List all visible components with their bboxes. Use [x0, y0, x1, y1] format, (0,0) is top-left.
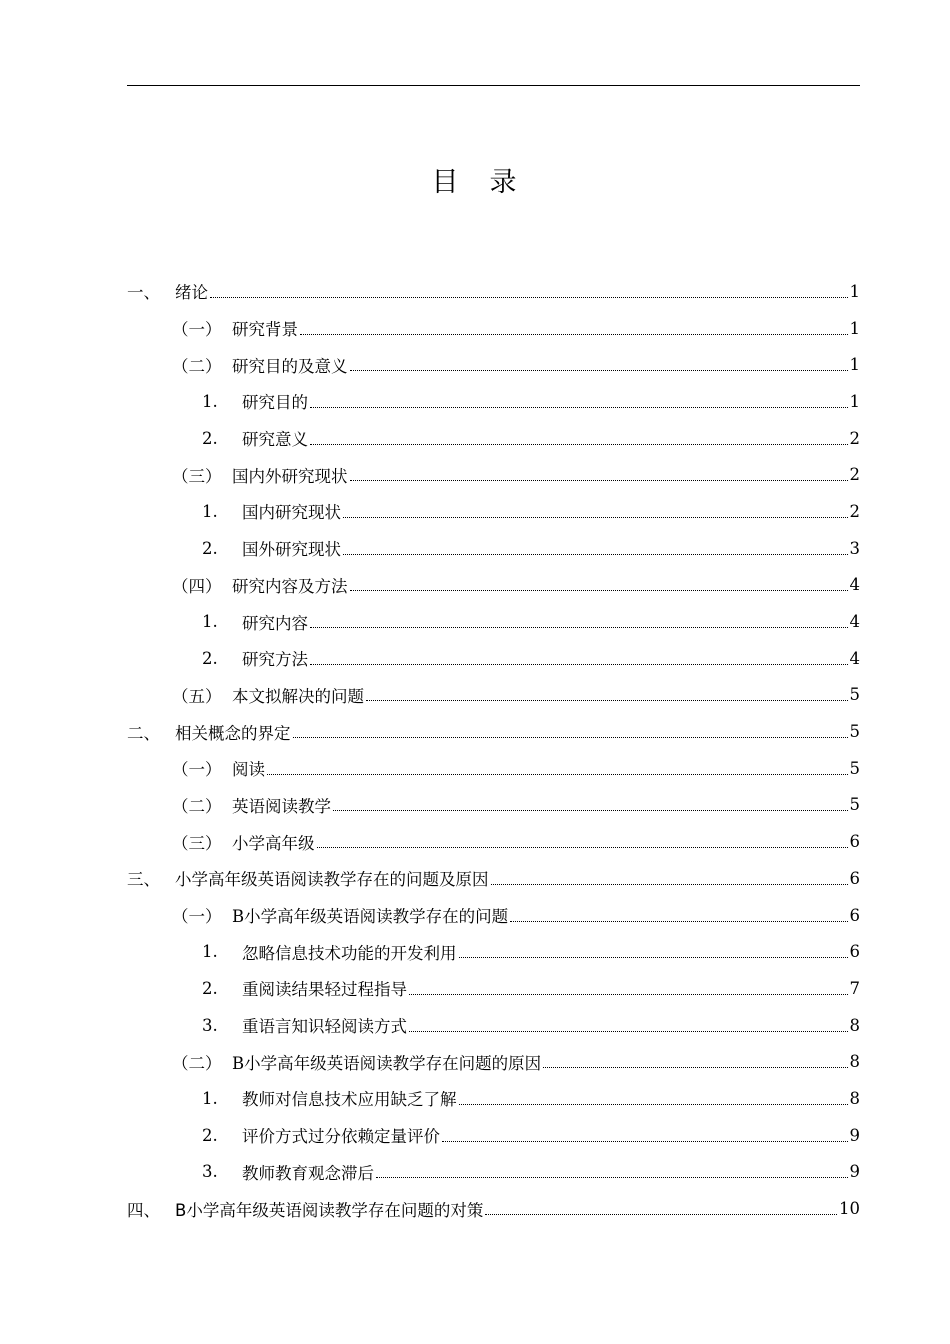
toc-entry-label: 评价方式过分依赖定量评价 [242, 1127, 440, 1147]
toc-entry-label: 绪论 [175, 283, 208, 303]
dot-leader [333, 810, 848, 811]
toc-entry-label: 研究内容 [242, 613, 308, 633]
toc-entry[interactable] [127, 420, 860, 457]
dot-leader [491, 884, 848, 885]
toc-entry-label: 研究意义 [242, 430, 308, 450]
dot-leader [510, 921, 847, 922]
dot-leader [210, 297, 848, 298]
dot-leader [459, 957, 848, 958]
toc-entry-page: 4 [849, 575, 860, 595]
dot-leader [409, 1031, 848, 1032]
toc-entry[interactable] [127, 273, 860, 310]
toc-entry-page: 1 [849, 391, 860, 411]
toc-entry[interactable] [127, 713, 860, 750]
toc-entry-number: 1. [202, 942, 218, 962]
toc-entry[interactable] [127, 860, 860, 897]
dot-leader [343, 554, 848, 555]
toc-entry[interactable] [127, 1080, 860, 1117]
toc-entry-number: 2. [202, 648, 218, 668]
toc-entry-label: 教师教育观念滞后 [242, 1163, 374, 1183]
toc-entry-page: 8 [849, 1088, 860, 1108]
toc-entry-number: （一） [172, 320, 222, 340]
toc-entry-number: （五） [172, 686, 222, 706]
dot-leader [366, 700, 848, 701]
toc-entry-label: B小学高年级英语阅读教学存在的问题 [232, 907, 509, 927]
toc-entry-number: （二） [172, 1053, 222, 1073]
dot-leader [543, 1067, 847, 1068]
toc-entry-label: 国内研究现状 [242, 503, 341, 523]
toc-entry-page: 7 [849, 978, 860, 998]
toc-entry[interactable] [127, 640, 860, 677]
toc-entry-page: 1 [849, 318, 860, 338]
toc-entry-label: 相关概念的界定 [175, 723, 291, 743]
dot-leader [459, 1104, 848, 1105]
toc-entry-page: 2 [849, 465, 860, 485]
dot-leader [293, 737, 848, 738]
toc-entry[interactable] [127, 787, 860, 824]
dot-leader [310, 407, 848, 408]
toc-entry-number: （一） [172, 760, 222, 780]
dot-leader [317, 847, 848, 848]
toc-entry[interactable] [127, 750, 860, 787]
toc-entry-label: 本文拟解决的问题 [232, 686, 364, 706]
toc-entry-page: 5 [849, 722, 860, 742]
toc-entry[interactable] [127, 677, 860, 714]
toc-entry-number: 1. [202, 391, 218, 411]
toc-entry[interactable] [127, 567, 860, 604]
toc-entry-label: B小学高年级英语阅读教学存在问题的原因 [232, 1053, 542, 1073]
toc-entry-number: 1. [202, 612, 218, 632]
dot-leader [310, 664, 848, 665]
toc-entry-label: 研究方法 [242, 650, 308, 670]
toc-entry-page: 6 [849, 942, 860, 962]
toc-entry-page: 6 [849, 832, 860, 852]
toc-entry-page: 4 [849, 648, 860, 668]
toc-entry-number: 四、 [127, 1200, 160, 1220]
toc-entry-number: 2. [202, 428, 218, 448]
toc-entry-page: 9 [849, 1125, 860, 1145]
toc-entry[interactable] [127, 456, 860, 493]
toc-entry-label: 英语阅读教学 [232, 796, 331, 816]
toc-entry-number: 3. [202, 1015, 218, 1035]
dot-leader [343, 517, 848, 518]
toc-entry-page: 6 [849, 868, 860, 888]
toc-entry[interactable] [127, 530, 860, 567]
toc-entry-label: 国外研究现状 [242, 540, 341, 560]
toc-entry-page: 2 [849, 428, 860, 448]
toc-entry[interactable] [127, 1190, 860, 1227]
toc-entry-number: 2. [202, 1125, 218, 1145]
toc-entry-number: 3. [202, 1162, 218, 1182]
toc-entry-page: 8 [849, 1015, 860, 1035]
toc-entry-number: 1. [202, 501, 218, 521]
toc-entry-number: 一、 [127, 283, 160, 303]
toc-entry[interactable] [127, 933, 860, 970]
dot-leader [485, 1214, 837, 1215]
toc-entry-number: 三、 [127, 870, 160, 890]
page-title: 目 录 [431, 167, 519, 198]
toc-entry-number: （三） [172, 466, 222, 486]
toc-entry-number: 1. [202, 1088, 218, 1108]
toc-entry-page: 6 [849, 905, 860, 925]
dot-leader [300, 334, 848, 335]
toc-entry-number: （四） [172, 576, 222, 596]
toc-entry-label: 小学高年级 [232, 833, 315, 853]
toc-entry-page: 5 [849, 795, 860, 815]
toc-entry-number: （三） [172, 833, 222, 853]
toc-entry-page: 10 [839, 1199, 860, 1219]
dot-leader [350, 480, 848, 481]
dot-leader [350, 590, 848, 591]
toc-entry-label: B小学高年级英语阅读教学存在问题的对策 [175, 1200, 484, 1220]
toc-entry-label: 重语言知识轻阅读方式 [242, 1017, 407, 1037]
toc-entry-label: 小学高年级英语阅读教学存在的问题及原因 [175, 870, 489, 890]
toc-entry[interactable] [127, 1007, 860, 1044]
toc-entry-page: 3 [849, 538, 860, 558]
toc-entry[interactable] [127, 970, 860, 1007]
toc-entry[interactable] [127, 1117, 860, 1154]
toc-entry-label: 研究内容及方法 [232, 576, 348, 596]
toc-entry-label: 研究目的及意义 [232, 356, 348, 376]
toc-entry-number: 2. [202, 978, 218, 998]
toc-entry-page: 9 [849, 1162, 860, 1182]
dot-leader [409, 994, 848, 995]
dot-leader [442, 1141, 848, 1142]
toc-entry-number: （二） [172, 356, 222, 376]
toc-entry-label: 忽略信息技术功能的开发利用 [242, 943, 457, 963]
toc-entry-page: 5 [849, 758, 860, 778]
toc-entry-label: 重阅读结果轻过程指导 [242, 980, 407, 1000]
toc-entry-page: 1 [849, 355, 860, 375]
dot-leader [350, 370, 848, 371]
toc-entry-page: 8 [849, 1052, 860, 1072]
toc-entry-page: 1 [849, 281, 860, 301]
toc-entry-number: （二） [172, 796, 222, 816]
toc-entry-page: 5 [849, 685, 860, 705]
toc-entry-page: 4 [849, 612, 860, 632]
header-rule [127, 85, 860, 86]
toc-entry[interactable] [127, 383, 860, 420]
toc-entry[interactable] [127, 1043, 860, 1080]
toc-entry-label: 国内外研究现状 [232, 466, 348, 486]
dot-leader [310, 444, 848, 445]
toc-entry-label: 研究背景 [232, 320, 298, 340]
toc-entry-page: 2 [849, 501, 860, 521]
toc-entry[interactable] [127, 823, 860, 860]
toc-entry-label: 阅读 [232, 760, 265, 780]
table-of-contents [127, 273, 860, 1227]
toc-entry-number: （一） [172, 907, 222, 927]
dot-leader [267, 774, 848, 775]
toc-entry[interactable] [127, 1154, 860, 1191]
toc-entry-label: 研究目的 [242, 393, 308, 413]
toc-entry-number: 2. [202, 538, 218, 558]
toc-entry[interactable] [127, 603, 860, 640]
dot-leader [376, 1177, 848, 1178]
toc-entry[interactable] [127, 346, 860, 383]
toc-entry-label: 教师对信息技术应用缺乏了解 [242, 1090, 457, 1110]
toc-entry[interactable] [127, 897, 860, 934]
toc-entry[interactable] [127, 493, 860, 530]
toc-entry[interactable] [127, 310, 860, 347]
toc-entry-number: 二、 [127, 723, 160, 743]
dot-leader [310, 627, 848, 628]
